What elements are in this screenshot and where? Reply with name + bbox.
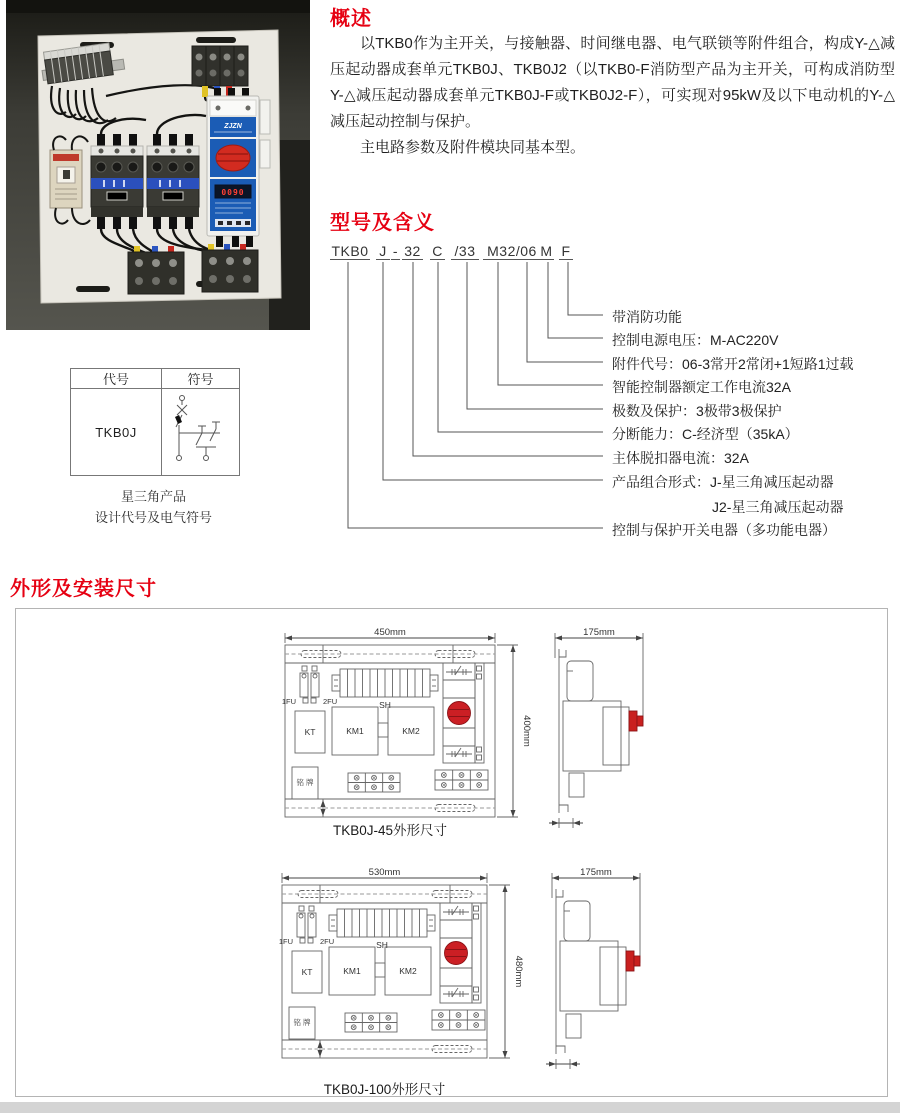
drawing-label: KT bbox=[304, 727, 316, 737]
model-segment: M bbox=[540, 243, 553, 259]
drawing-label: TKB0J-100外形尺寸 bbox=[323, 1082, 446, 1097]
drawing-linework bbox=[285, 633, 643, 828]
drawing-label: 480mm bbox=[513, 955, 524, 988]
display-digits: 0090 bbox=[221, 188, 245, 197]
drawing-label: 2FU bbox=[320, 937, 335, 946]
table-caption-line2: 设计代号及电气符号 bbox=[94, 510, 212, 525]
model-legend-item: 控制电源电压：M-AC220V bbox=[612, 332, 779, 348]
model-heading: 型号及含义 bbox=[330, 212, 435, 234]
product-photo bbox=[6, 0, 310, 330]
drawing-label: 1FU bbox=[278, 937, 293, 946]
model-legend-item: J2-星三角减压起动器 bbox=[712, 499, 844, 515]
drawing-label: 铭 牌 bbox=[293, 1018, 311, 1027]
drawing-label: KT bbox=[301, 967, 313, 977]
contactor-km1 bbox=[91, 134, 143, 229]
overview-paragraph-1: 以TKB0作为主开关，与接触器、时间继电器、电气联锁等附件组合，构成Y-△减压起动器成套单元TKB0J、TKB0J2（以TKB0-F消防型产品为主开关，可构成消防型Y-△减压起动器成套单元TKB0J-F或TKB0J2-F），可实现对95kW及以下电动机的Y-△减压起动控制与保护。 bbox=[330, 35, 895, 130]
model-legend-item: 产品组合形式：J-星三角减压起动器 bbox=[612, 474, 834, 490]
time-relay bbox=[50, 150, 82, 208]
model-legend-item: 智能控制器额定工作电流32A bbox=[612, 379, 791, 395]
model-segment: /33 bbox=[451, 243, 479, 260]
table-caption bbox=[70, 486, 237, 528]
drawing-label: SH bbox=[376, 940, 388, 950]
drawing-label: KM2 bbox=[399, 966, 417, 976]
dimensions-heading: 外形及安装尺寸 bbox=[10, 578, 157, 600]
model-segment: M32/06 bbox=[483, 243, 541, 260]
page-bottom-strip bbox=[0, 1102, 900, 1113]
model-legend-item: 分断能力：C-经济型（35kA） bbox=[612, 426, 799, 442]
model-segment: TKB0 bbox=[331, 243, 369, 259]
overview-heading: 概述 bbox=[330, 8, 372, 30]
code-value: TKB0J bbox=[71, 389, 162, 476]
code-column-header: 代号 bbox=[71, 369, 162, 389]
table-row bbox=[71, 389, 240, 476]
product-photo-scene bbox=[6, 0, 310, 330]
model-connector-lines bbox=[325, 238, 610, 550]
drawing-label: KM1 bbox=[343, 966, 361, 976]
electrical-symbol bbox=[162, 391, 239, 471]
overview-paragraph-2: 主电路参数及附件模块同基本型。 bbox=[360, 139, 586, 156]
model-segment: 32 bbox=[402, 243, 423, 260]
symbol-column-header: 符号 bbox=[162, 369, 240, 389]
table-caption-line1: 星三角产品 bbox=[120, 489, 186, 504]
drawing-label: 2FU bbox=[323, 697, 338, 706]
drawing-label: 铭 牌 bbox=[296, 778, 314, 787]
design-code-table bbox=[70, 368, 240, 476]
drawing-label: 175mm bbox=[583, 627, 615, 638]
overview-text bbox=[330, 31, 895, 161]
symbol-cell bbox=[162, 389, 240, 476]
drawing-label: TKB0J-45外形尺寸 bbox=[332, 823, 448, 838]
outline-drawing-tkb0j-45 bbox=[255, 612, 690, 845]
drawing-label: 530mm bbox=[368, 867, 401, 878]
terminal-block-bottom-right bbox=[202, 244, 258, 292]
model-segment: - bbox=[392, 243, 399, 259]
drawing-label: 400mm bbox=[521, 715, 532, 747]
model-legend-item: 附件代号：06-3常开2常闭+1短路1过载 bbox=[612, 356, 854, 372]
model-segment: J bbox=[376, 243, 390, 260]
model-code bbox=[330, 243, 590, 262]
outline-drawing-tkb0j-100 bbox=[255, 855, 690, 1105]
model-legend-item: 带消防功能 bbox=[612, 309, 682, 325]
drawing-label: KM2 bbox=[402, 726, 420, 736]
drawing-label: 175mm bbox=[580, 867, 612, 878]
drawing-linework bbox=[282, 873, 640, 1069]
model-segment: F bbox=[559, 243, 573, 260]
drawing-label: 450mm bbox=[374, 627, 406, 638]
drawing-label: SH bbox=[379, 700, 391, 710]
contactor-km2 bbox=[147, 134, 199, 229]
model-legend-item: 极数及保护：3极带3极保护 bbox=[612, 403, 782, 419]
model-legend-item: 控制与保护开关电器（多功能电器） bbox=[612, 522, 836, 538]
red-rotary-knob bbox=[216, 145, 250, 171]
model-legend-item: 主体脱扣器电流：32A bbox=[612, 450, 749, 466]
drawing-label: KM1 bbox=[346, 726, 364, 736]
terminal-block-bottom-left bbox=[128, 246, 184, 294]
drawing-label: 1FU bbox=[281, 697, 296, 706]
model-segment: C bbox=[430, 243, 445, 260]
controller-logo: ZJZN bbox=[224, 123, 242, 130]
